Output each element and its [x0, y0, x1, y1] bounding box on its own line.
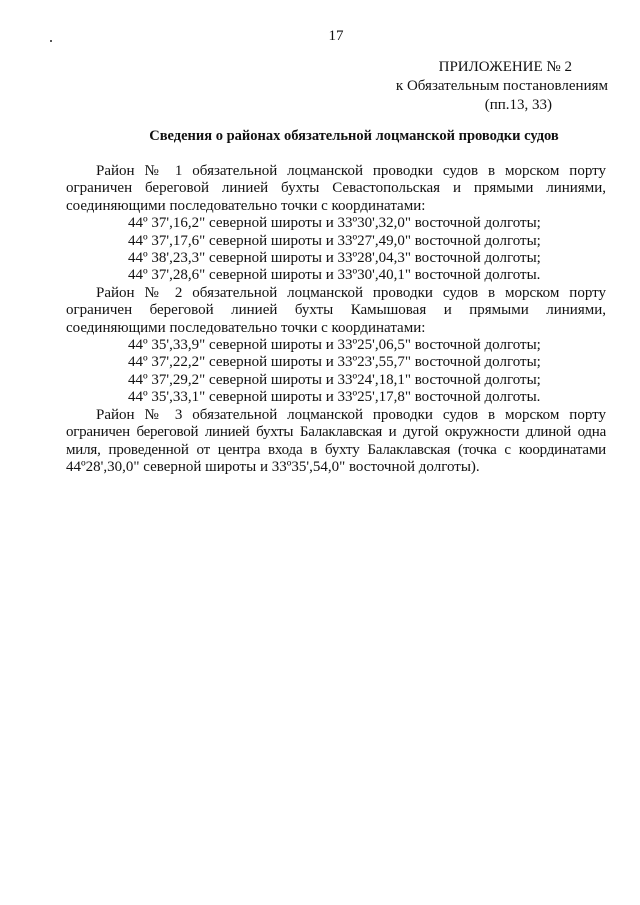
district-2-line-3: соединяющими последовательно точки с координатами:: [66, 319, 426, 336]
district-1-coordinate: 44º 37',17,6" северной широты и 33º27',49,0" восточной долготы;: [128, 232, 541, 249]
district-2-coordinate: 44º 37',29,2" северной широты и 33º24',18,1" восточной долготы;: [128, 371, 541, 388]
district-1-coordinate: 44º 37',16,2" северной широты и 33º30',32,0" восточной долготы;: [128, 215, 541, 232]
district-2-paragraph: [66, 285, 606, 407]
document-body: [66, 163, 606, 476]
district-1-line-3: соединяющими последовательно точки с координатами:: [66, 197, 426, 214]
page-number: 17: [328, 28, 344, 44]
district-1-line-1: Район № 1 обязательной лоцманской проводки судов в морском порту: [96, 163, 606, 179]
district-2-coordinate: 44º 35',33,9" северной широты и 33º25',06,5" восточной долготы;: [128, 337, 541, 354]
district-1-coordinate: 44º 38',23,3" северной широты и 33º28',04,3" восточной долготы;: [128, 250, 541, 267]
district-3-paragraph: [66, 407, 606, 477]
district-1-paragraph: [66, 163, 606, 285]
district-1-coordinate: 44º 37',28,6" северной широты и 33º30',40,1" восточной долготы.: [128, 267, 541, 284]
document-title: Сведения о районах обязательной лоцманской проводки судов: [149, 128, 559, 144]
district-3-line-4: 44º28',30,0" северной широты и 33º35',54,0" восточной долготы).: [66, 458, 480, 475]
appendix-header: [348, 58, 608, 115]
appendix-paragraphs: (пп.13, 33): [484, 97, 552, 113]
district-2-coordinate: 44º 37',22,2" северной широты и 33º23',55,7" восточной долготы;: [128, 354, 541, 371]
district-1-line-2: ограничен береговой линией бухты Севастопольская и прямыми линиями,: [66, 180, 606, 197]
appendix-reference: к Обязательным постановлениям: [395, 78, 608, 94]
district-2-line-1: Район № 2 обязательной лоцманской проводки судов в морском порту: [96, 284, 606, 301]
district-3-line-2: ограничен береговой линией бухты Балаклавская и дугой окружности длиной одна: [66, 424, 606, 441]
district-2-line-2: ограничен береговой линией бухты Камышовая и прямыми линиями,: [66, 302, 606, 319]
district-2-coordinate: 44º 35',33,1" северной широты и 33º25',17,8" восточной долготы.: [128, 389, 541, 406]
district-3-line-1: Район № 3 обязательной лоцманской проводки судов в морском порту: [96, 406, 606, 423]
district-3-line-3: миля, проведенной от центра входа в бухту Балаклавская (точка с координатами: [66, 441, 606, 458]
appendix-label: ПРИЛОЖЕНИЕ № 2: [438, 59, 572, 75]
